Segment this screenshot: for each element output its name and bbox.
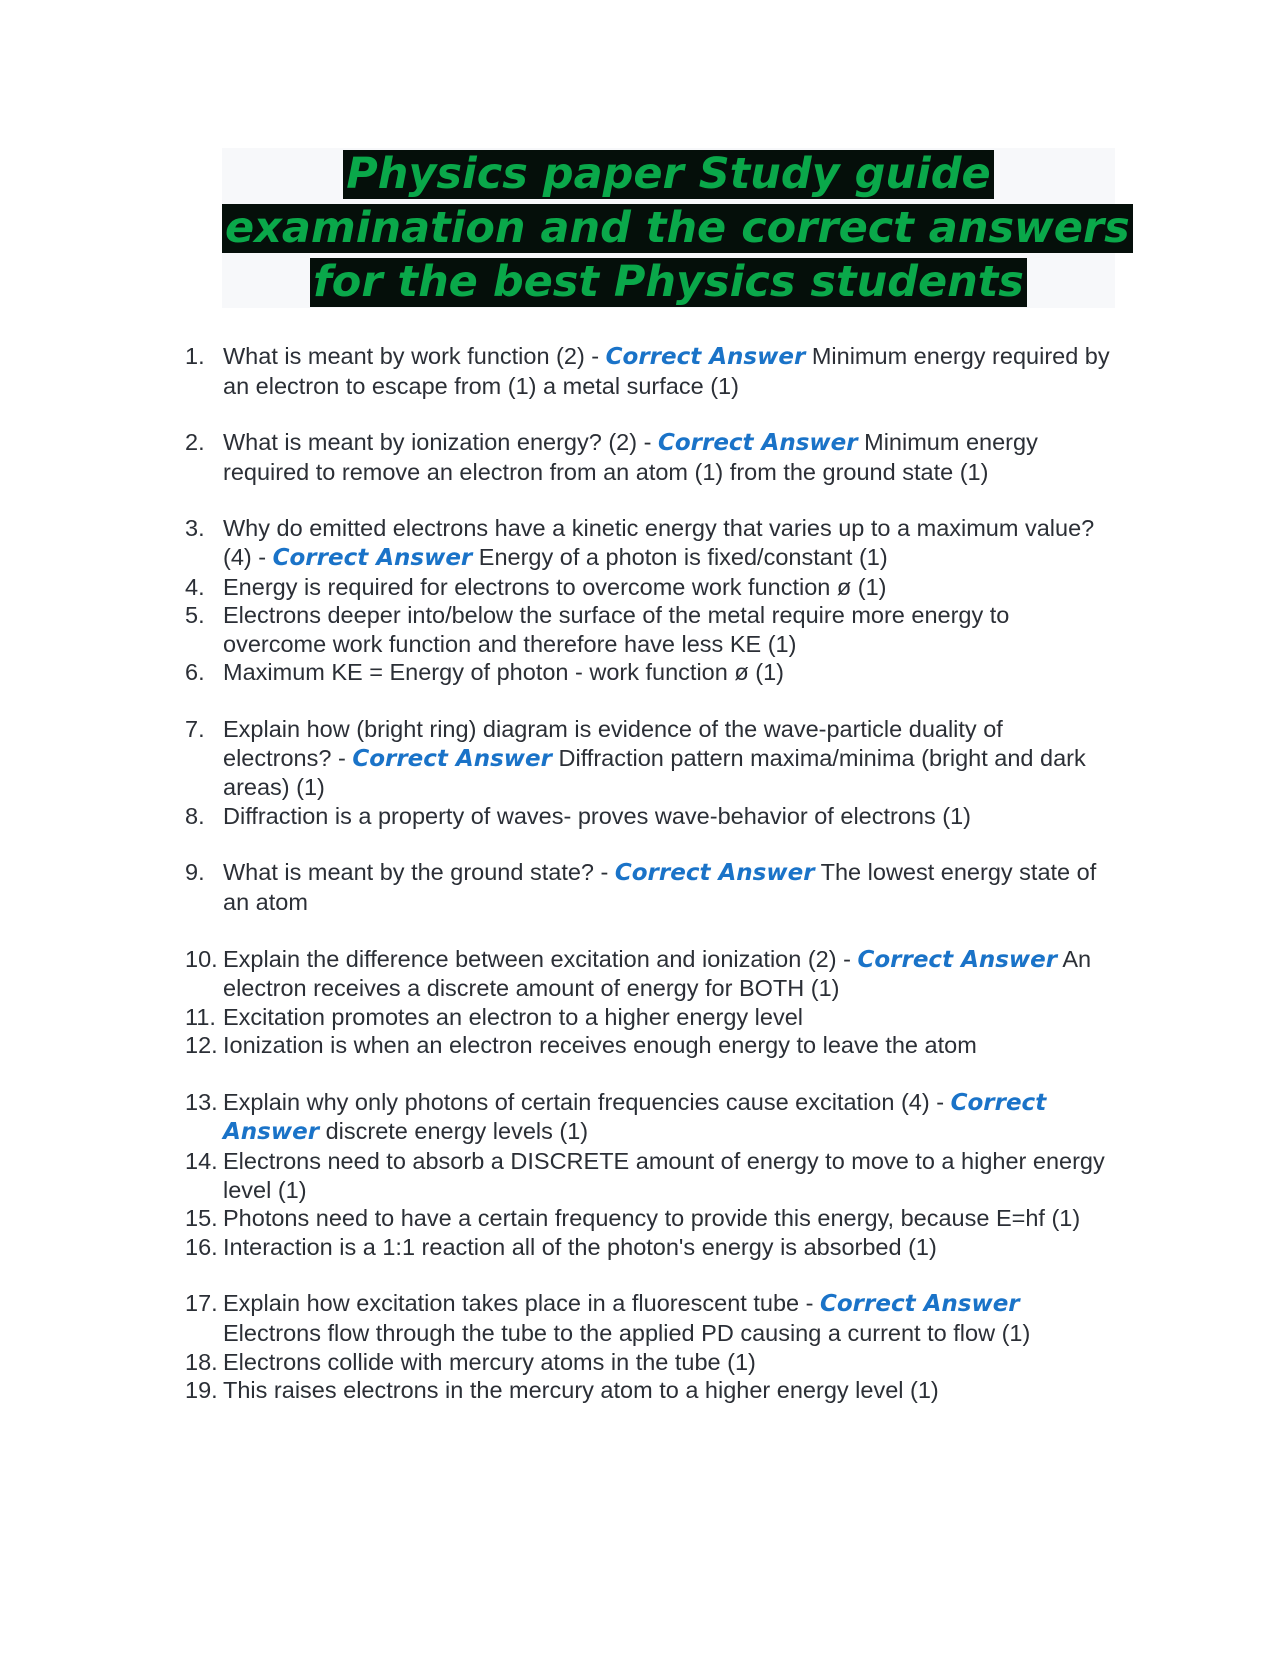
- item-text: Diffraction is a property of waves- proves wave-behavior of electrons (1): [223, 802, 971, 829]
- item-text: Energy is required for electrons to overcome work function ø (1): [223, 573, 887, 600]
- question-text: What is meant by ionization energy? (2) -: [223, 429, 658, 456]
- document-title: [222, 148, 1130, 308]
- item-number: 5.: [185, 602, 205, 629]
- answer-text: Minimum energy required to remove an electron from an atom (1) from the ground state (1): [223, 429, 1038, 485]
- item-number: 10.: [185, 945, 218, 972]
- question-text: Explain how (bright ring) diagram is evidence of the wave-particle duality of electrons? -: [223, 715, 1003, 771]
- item-text: Excitation promotes an electron to a higher energy level: [223, 1003, 803, 1030]
- question-text: Explain why only photons of certain frequencies cause excitation (4) -: [223, 1088, 951, 1115]
- item-number: 17.: [185, 1290, 218, 1317]
- correct-answer-label: Correct Answer: [614, 860, 815, 887]
- item-number: 11.: [185, 1003, 216, 1030]
- question-text: What is meant by the ground state? -: [223, 859, 615, 886]
- item-number: 6.: [185, 659, 205, 686]
- answer-text: An electron receives a discrete amount of energy for BOTH (1): [223, 945, 1092, 1002]
- list-item: [185, 858, 1115, 916]
- item-number: 2.: [185, 429, 205, 456]
- list-item: [185, 1204, 1115, 1233]
- item-number: 4.: [185, 573, 205, 600]
- item-number: 1.: [185, 343, 205, 369]
- answer-text: Energy of a photon is fixed/constant (1): [472, 543, 888, 570]
- list-item: [185, 601, 1115, 658]
- item-text: Interaction is a 1:1 reaction all of the photon's energy is absorbed (1): [223, 1233, 937, 1260]
- list-item: [185, 514, 1115, 572]
- title-line-2: examination and the correct answers: [222, 204, 1133, 253]
- answer-text: Minimum energy required by an electron to escape from (1) a metal surface (1): [223, 343, 1110, 399]
- item-text: Ionization is when an electron receives enough energy to leave the atom: [223, 1032, 977, 1059]
- answer-text: discrete energy levels (1): [319, 1118, 589, 1145]
- list-item: [185, 802, 1115, 831]
- correct-answer-label: Correct Answer: [657, 430, 858, 457]
- correct-answer-label: Correct Answer: [223, 1089, 1047, 1146]
- correct-answer-label: Correct Answer: [352, 745, 552, 772]
- list-item: [185, 1147, 1115, 1204]
- item-text: Photons need to have a certain frequency to provide this energy, because E=hf (1): [223, 1205, 1081, 1232]
- list-item: [185, 1233, 1115, 1262]
- item-number: 14.: [185, 1148, 218, 1175]
- item-number: 15.: [185, 1205, 218, 1232]
- item-number: 7.: [185, 715, 205, 742]
- question-text: Explain how excitation takes place in a fluorescent tube -: [223, 1290, 820, 1317]
- list-item: [185, 573, 1115, 602]
- item-number: 9.: [185, 859, 205, 886]
- item-text: Electrons collide with mercury atoms in the tube (1): [223, 1348, 756, 1375]
- correct-answer-label: Correct Answer: [857, 946, 1058, 973]
- item-number: 16.: [185, 1233, 218, 1260]
- answer-text: The lowest energy state of an atom: [223, 859, 1097, 915]
- question-answer-list: [185, 342, 1115, 1405]
- item-number: 12.: [185, 1032, 218, 1059]
- list-item: [185, 715, 1115, 802]
- item-number: 8.: [185, 802, 205, 829]
- question-text: What is meant by work function (2) -: [223, 343, 606, 369]
- correct-answer-label: Correct Answer: [272, 544, 473, 571]
- item-text: Maximum KE = Energy of photon - work function ø (1): [223, 659, 784, 686]
- list-item: [185, 342, 1115, 400]
- title-line-1: Physics paper Study guide: [343, 150, 993, 199]
- list-item: [185, 658, 1115, 687]
- item-text: This raises electrons in the mercury atom to a higher energy level (1): [223, 1377, 939, 1404]
- item-text: Electrons deeper into/below the surface of the metal require more energy to overcome work function and therefore have less KE (1): [223, 602, 1010, 657]
- item-number: 3.: [185, 515, 205, 542]
- list-item: [185, 945, 1115, 1003]
- question-text: Why do emitted electrons have a kinetic energy that varies up to a maximum value? (4) -: [223, 515, 1095, 570]
- list-item: [185, 1376, 1115, 1405]
- answer-text: Diffraction pattern maxima/minima (bright and dark areas) (1): [223, 744, 1086, 801]
- item-text: Electrons need to absorb a DISCRETE amount of energy to move to a higher energy level (1): [223, 1148, 1105, 1203]
- correct-answer-label: Correct Answer: [605, 344, 806, 370]
- list-item: [185, 428, 1115, 486]
- correct-answer-label: Correct Answer: [819, 1291, 1020, 1318]
- list-item: [185, 1348, 1115, 1377]
- item-number: 19.: [185, 1377, 218, 1404]
- item-number: 13.: [185, 1088, 218, 1115]
- list-item: [185, 1031, 1115, 1060]
- list-item: [185, 1088, 1115, 1147]
- question-text: Explain the difference between excitation and ionization (2) -: [223, 945, 858, 972]
- title-line-3: for the best Physics students: [310, 258, 1027, 307]
- list-item: [185, 1289, 1115, 1347]
- item-number: 18.: [185, 1348, 218, 1375]
- list-item: [185, 1003, 1115, 1032]
- answer-text: Electrons flow through the tube to the applied PD causing a current to flow (1): [223, 1320, 1031, 1347]
